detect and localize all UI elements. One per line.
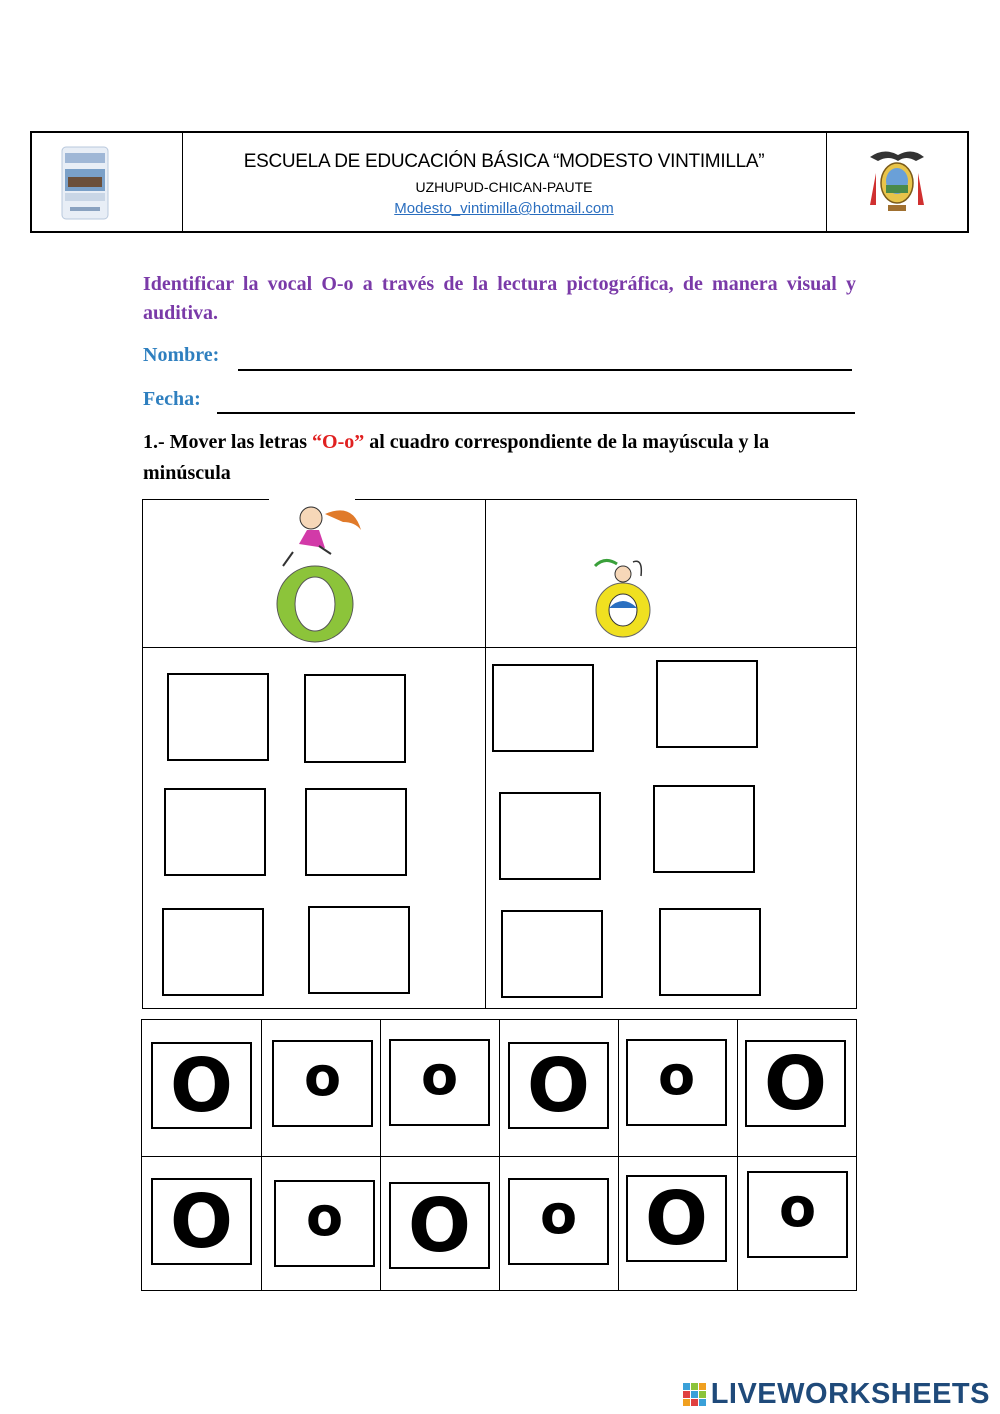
letter-tile-lowercase-o[interactable]: o [389,1039,490,1126]
letter-tile-uppercase-o[interactable]: O [745,1040,846,1127]
letter-tile-uppercase-o[interactable]: O [389,1182,490,1269]
school-logo-icon [32,133,182,233]
school-email-link[interactable]: Modesto_vintimilla@hotmail.com [394,200,614,217]
instruction-suffix: al cuadro correspondiente de la mayúscula y la minúscula [143,431,770,484]
lowercase-drop-box[interactable] [659,908,761,996]
sorting-table [142,499,857,1009]
letter-tile-uppercase-o[interactable]: O [151,1178,252,1265]
lowercase-o-girl-icon [591,554,661,646]
instruction-prefix: 1.- Mover las letras [143,431,313,453]
lowercase-drop-box[interactable] [499,792,601,880]
row-divider [143,647,856,648]
name-label: Nombre: [143,344,220,366]
lowercase-drop-box[interactable] [501,910,603,998]
lowercase-drop-box[interactable] [492,664,594,752]
uppercase-o-girl-icon [263,496,373,646]
ecuador-coat-of-arms-icon [826,133,969,233]
national-emblem-cell [826,133,967,231]
uppercase-drop-box[interactable] [304,674,406,763]
name-input-line[interactable] [238,369,852,371]
grid-divider [499,1020,500,1290]
letter-tile-lowercase-o[interactable]: o [508,1178,609,1265]
date-label: Fecha: [143,388,201,410]
uppercase-drop-box[interactable] [167,673,269,761]
school-location: UZHUPUD-CHICAN-PAUTE [415,179,593,195]
letter-tile-lowercase-o[interactable]: o [747,1171,848,1258]
school-title-cell [182,133,827,231]
letter-tile-uppercase-o[interactable]: O [508,1042,609,1129]
lowercase-drop-box[interactable] [653,785,755,873]
uppercase-drop-box[interactable] [164,788,266,876]
column-divider [485,500,486,1008]
school-logo-cell [32,133,183,231]
instruction-highlight: “O-o” [312,431,365,453]
school-header [30,131,969,233]
liveworksheets-text: LIVEWORKSHEETS [710,1378,990,1410]
letter-tile-lowercase-o[interactable]: o [274,1180,375,1267]
uppercase-drop-box[interactable] [162,908,264,996]
grid-divider [737,1020,738,1290]
grid-divider [618,1020,619,1290]
letter-tile-uppercase-o[interactable]: O [626,1175,727,1262]
objective-text: Identificar la vocal O-o a través de la lectura pictográfica, de manera visual y auditiva. [143,273,856,324]
uppercase-drop-box[interactable] [308,906,410,994]
grid-divider [380,1020,381,1290]
school-name: ESCUELA DE EDUCACIÓN BÁSICA “MODESTO VINTIMILLA” [243,151,765,172]
date-input-line[interactable] [217,412,855,414]
uppercase-drop-box[interactable] [305,788,407,876]
letter-tile-lowercase-o[interactable]: o [626,1039,727,1126]
grid-divider [142,1156,856,1157]
liveworksheets-logo-icon [683,1383,707,1407]
letter-tiles-grid [141,1019,857,1291]
letter-tile-lowercase-o[interactable]: o [272,1040,373,1127]
instruction-text [143,427,856,489]
grid-divider [261,1020,262,1290]
letter-tile-uppercase-o[interactable]: O [151,1042,252,1129]
liveworksheets-brand [683,1378,990,1411]
lowercase-drop-box[interactable] [656,660,758,748]
